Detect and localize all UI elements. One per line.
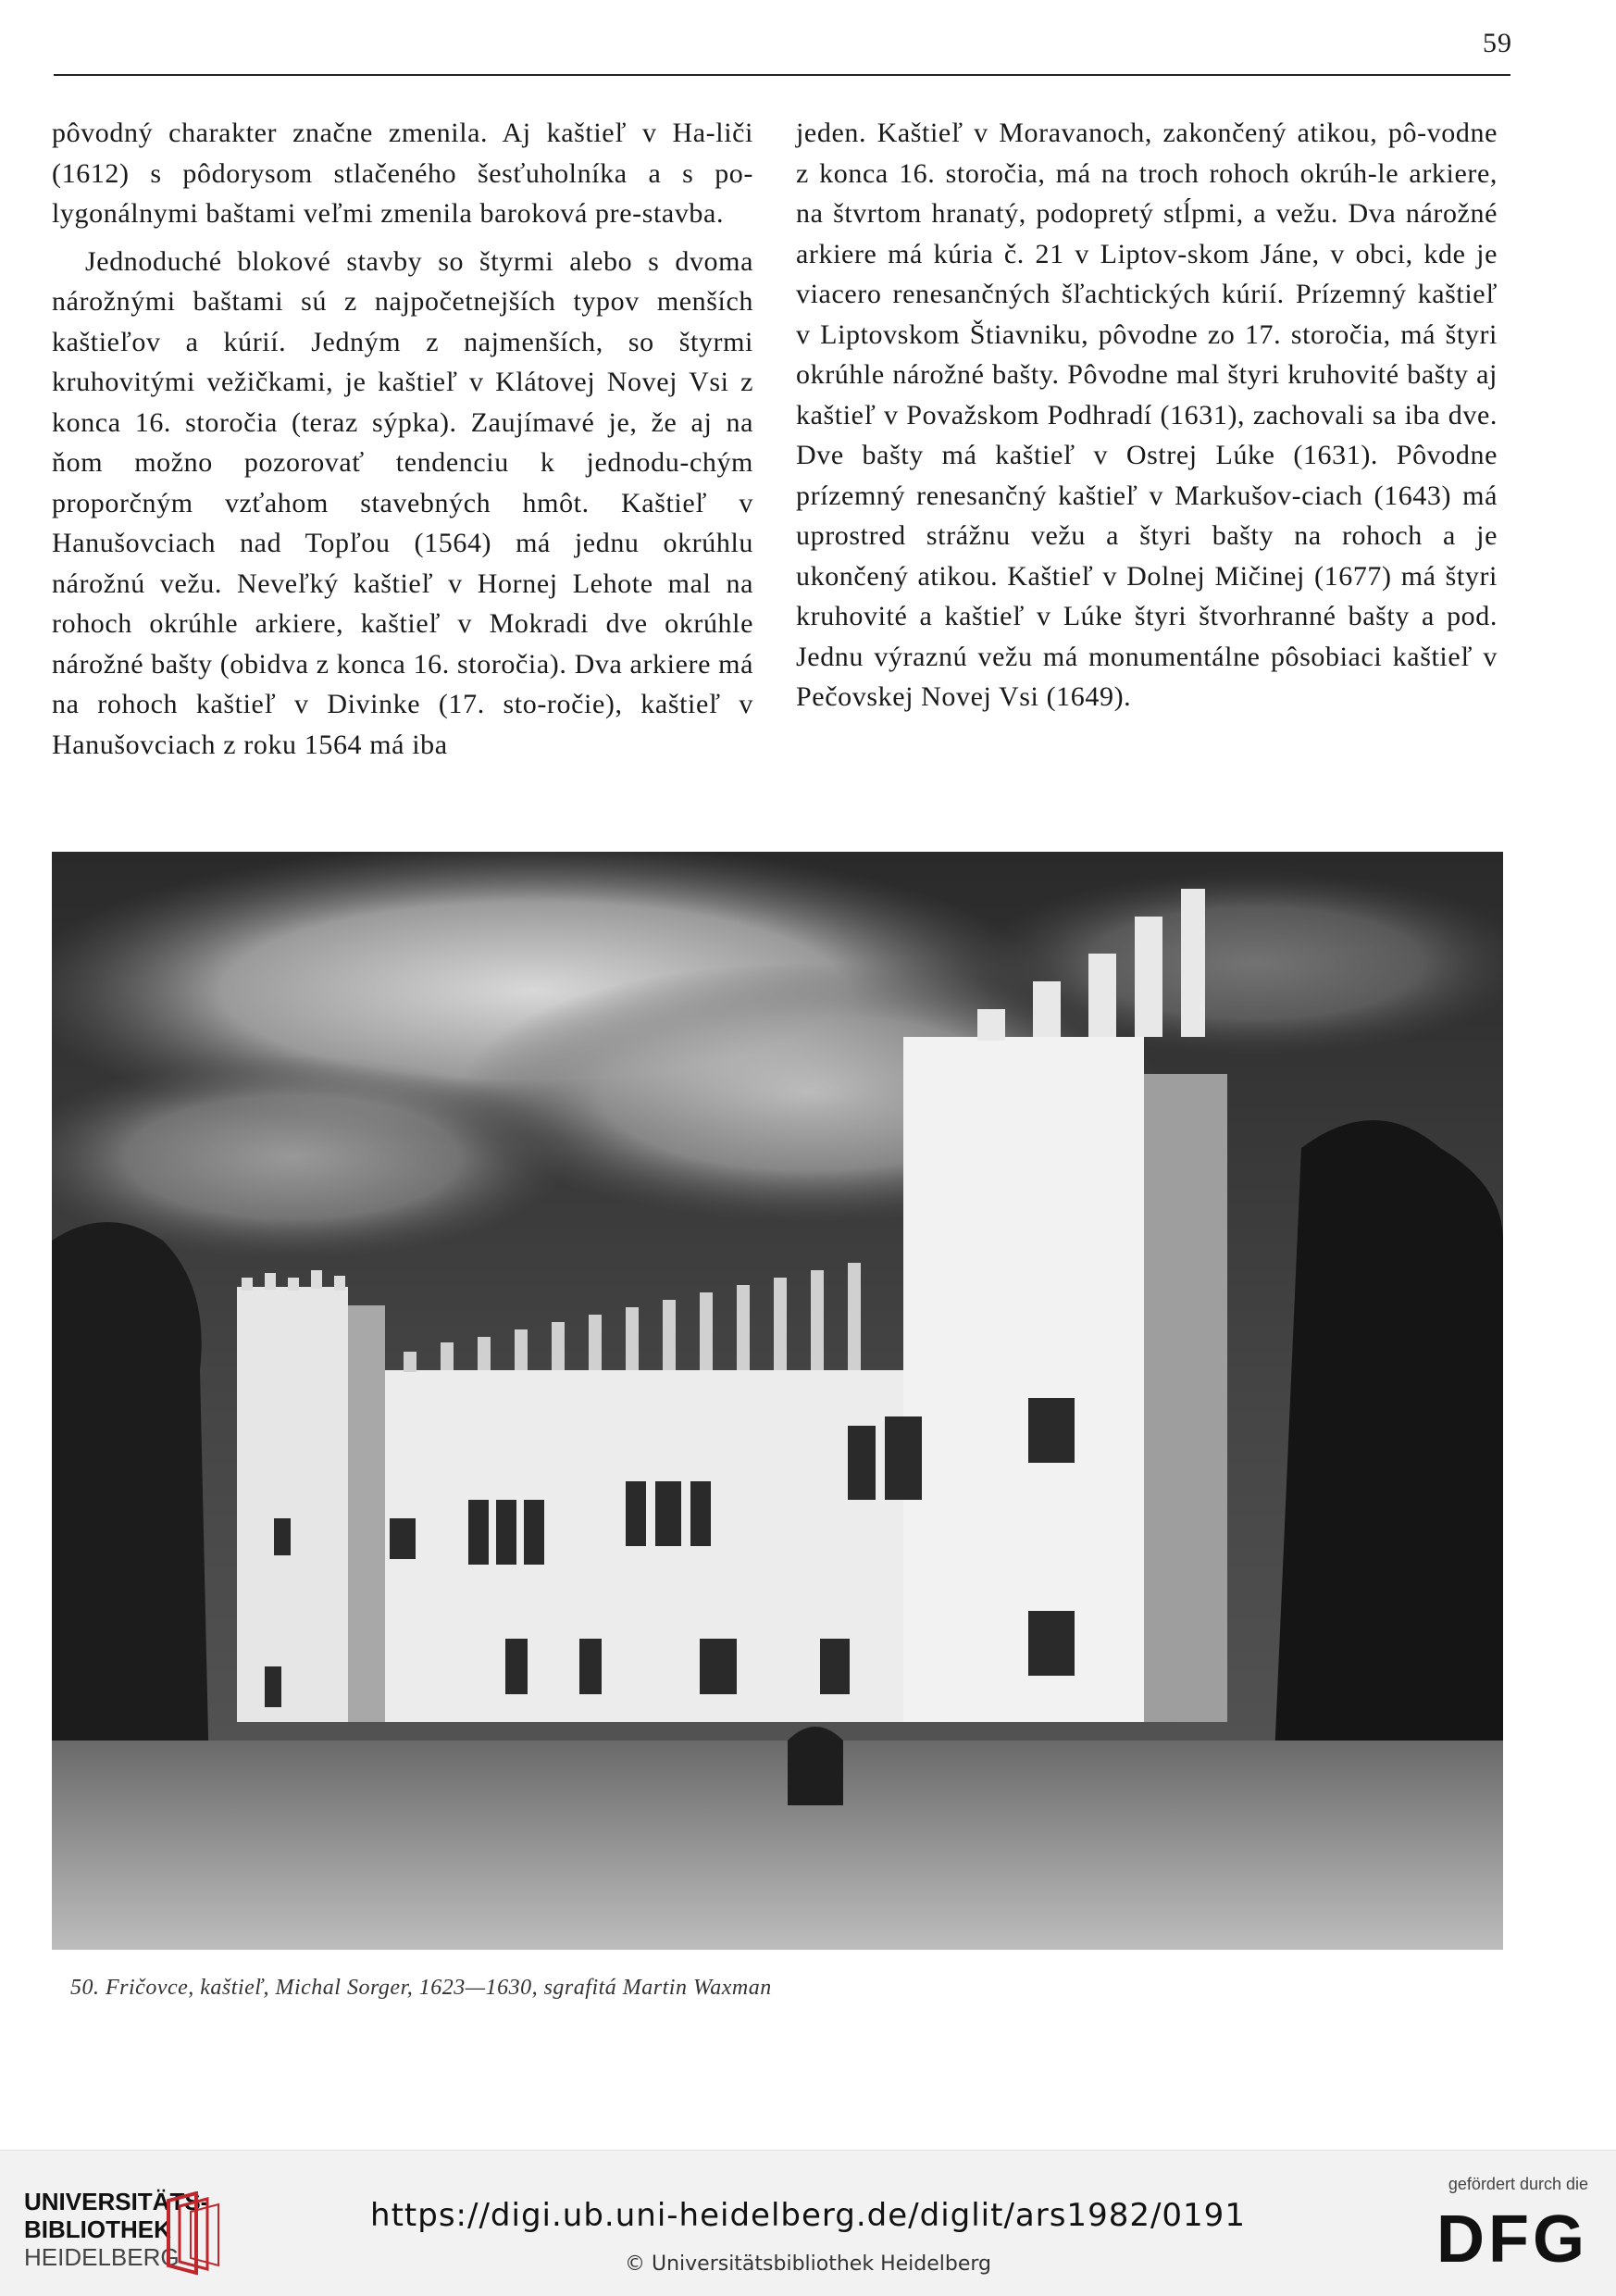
- castle-photo-illustration: [52, 852, 1503, 1950]
- library-name-line1: UNIVERSITÄTS-: [24, 2188, 209, 2215]
- funded-by-label: gefördert durch die: [1448, 2175, 1588, 2193]
- library-name-line2: BIBLIOTHEK: [24, 2215, 171, 2243]
- permalink-url[interactable]: https://digi.ub.uni-heidelberg.de/diglit/ars1982/0191: [370, 2197, 1246, 2234]
- figure-caption: 50. Fričovce, kaštieľ, Michal Sorger, 1623—1630, sgrafitá Martin Waxman: [70, 1976, 772, 2000]
- dfg-logo[interactable]: DFG: [1436, 2202, 1588, 2277]
- paragraph: pôvodný charakter značne zmenila. Aj kaštieľ v Ha-liči (1612) s pôdorysom stlačeného šesťuholníka a s po-lygonálnymi baštami veľmi zmenila baroková pre-stavba.: [52, 118, 753, 229]
- paragraph: jeden. Kaštieľ v Moravanoch, zakončený atikou, pô-vodne z konca 16. storočia, má na troch rohoch okrúh-le arkiere, na štvrtom hranatý, podopretý stĺpmi, a vežu. Dva nárožné arkiere má kúria č. 21 v Liptov-skom Jáne, v obci, kde je viacero renesančných šľachtických kúrií. Prízemný kaštieľ v Liptovskom Štiavniku, pôvodne zo 17. storočia, má štyri okrúhle nárožné bašty. Pôvodne mal štyri kruhovité bašty aj kaštieľ v Považskom Podhradí (1631), zachovali sa iba dve. Dve bašty má kaštieľ v Ostrej Lúke (1631). Pôvodne prízemný renesančný kaštieľ v Markušov-ciach (1643) má uprostred strážnu vežu a štyri bašty na rohoch a je ukončený atikou. Kaštieľ v Dolnej Mičinej (1677) má štyri kruhovité a kaštieľ v Lúke štyri štvorhranné bašty a pod. Jednu výraznú vežu má monumentálne pôsobiaci kaštieľ v Pečovskej Novej Vsi (1649).: [796, 118, 1498, 712]
- text-column-left: [52, 113, 753, 765]
- top-rule: [54, 74, 1510, 76]
- library-name-line3: HEIDELBERG: [24, 2243, 180, 2271]
- digital-library-footer: [0, 2150, 1616, 2296]
- text-column-right: [796, 113, 1498, 718]
- copyright-notice: © Universitätsbibliothek Heidelberg: [624, 2252, 991, 2276]
- paragraph: Jednoduché blokové stavby so štyrmi alebo s dvoma nárožnými baštami sú z najpočetnejších typov menších kaštieľov a kúrií. Jedným z najmenších, so štyrmi kruhovitými vežičkami, je kaštieľ v Klátovej Novej Vsi z konca 16. storočia (teraz sýpka). Zaujímavé je, že aj na ňom možno pozorovať tendenciu k jednodu-chým proporčným vzťahom stavebných hmôt. Kaštieľ v Hanušovciach nad Topľou (1564) má jednu okrúhlu nárožnú vežu. Neveľký kaštieľ v Hornej Lehote mal na rohoch okrúhle arkiere, kaštieľ v Mokradi dve okrúhle nárožné bašty (obidva z konca 16. storočia). Dva arkiere má na rohoch kaštieľ v Divinke (17. sto-ročie), kaštieľ v Hanušovciach z roku 1564 má iba: [52, 245, 753, 760]
- page-number: 59: [1483, 28, 1512, 58]
- castle-photograph: [52, 852, 1503, 1950]
